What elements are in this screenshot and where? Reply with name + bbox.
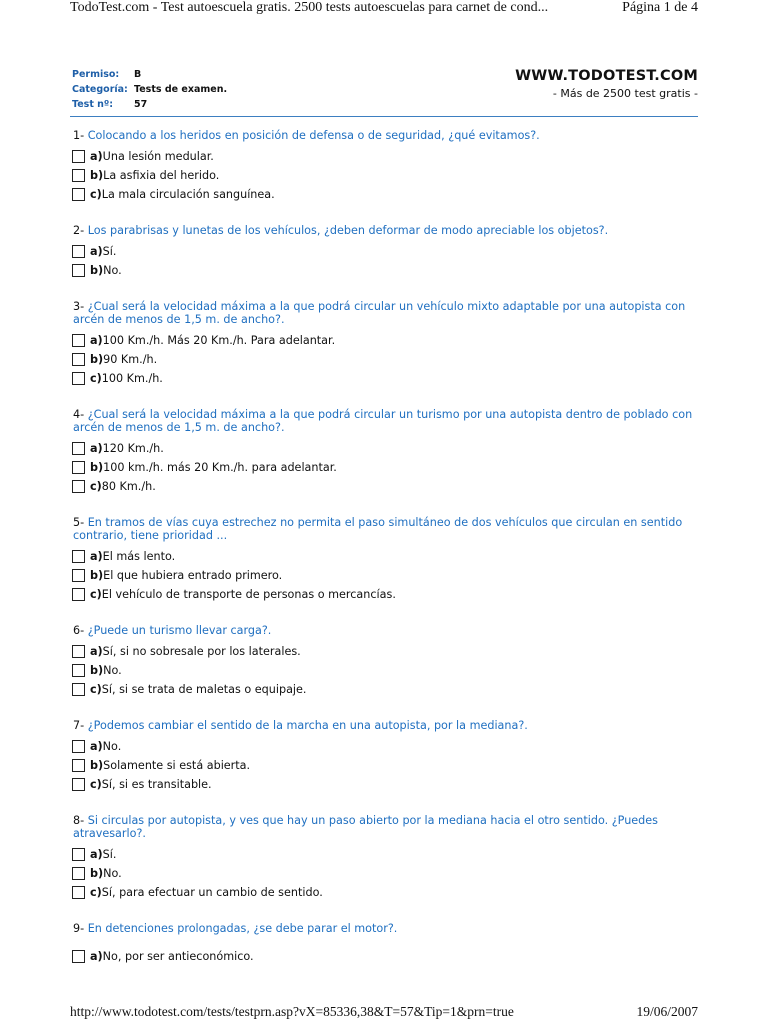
- meta-permiso-label: Permiso:: [72, 69, 120, 80]
- answer-text: No.: [103, 264, 122, 277]
- answer-text: Sí.: [102, 848, 117, 861]
- answer-checkbox[interactable]: [72, 353, 85, 366]
- meta-categoria-label: Categoría:: [72, 84, 128, 95]
- answer-letter: a): [90, 848, 103, 861]
- answer-checkbox[interactable]: [72, 759, 85, 772]
- question-number: 1-: [73, 129, 85, 142]
- question-7: [72, 719, 712, 794]
- question-text: [73, 224, 712, 237]
- answer-checkbox[interactable]: [72, 480, 85, 493]
- answer-option[interactable]: [72, 261, 712, 280]
- question-2: [72, 224, 712, 280]
- answer-option[interactable]: [72, 331, 712, 350]
- question-text: [73, 624, 712, 637]
- answer-option[interactable]: [72, 439, 712, 458]
- answer-letter: a): [90, 950, 103, 963]
- question-text: [73, 922, 712, 935]
- answer-text: Solamente si está abierta.: [103, 759, 251, 772]
- answer-letter: b): [90, 569, 104, 582]
- answer-option[interactable]: [72, 680, 712, 699]
- answer-letter: b): [90, 353, 104, 366]
- question-number: 6-: [73, 624, 85, 637]
- question-text: [73, 300, 712, 326]
- answer-option[interactable]: [72, 642, 712, 661]
- answer-checkbox[interactable]: [72, 188, 85, 201]
- meta-categoria-value: Tests de examen.: [134, 84, 228, 95]
- answer-option[interactable]: [72, 147, 712, 166]
- print-header-page: Página 1 de 4: [622, 0, 698, 15]
- question-body: En tramos de vías cuya estrechez no permita el paso simultáneo de dos vehículos que circulan en sentido contrario, tiene prioridad ...: [73, 516, 683, 542]
- answer-checkbox[interactable]: [72, 264, 85, 277]
- question-text: [73, 408, 712, 434]
- answer-option[interactable]: [72, 369, 712, 388]
- answer-checkbox[interactable]: [72, 245, 85, 258]
- answer-text: 100 km./h. más 20 Km./h. para adelantar.: [103, 461, 337, 474]
- answer-option[interactable]: [72, 566, 712, 585]
- answer-option[interactable]: [72, 864, 712, 883]
- question-4: [72, 408, 712, 496]
- question-number: 5-: [73, 516, 85, 529]
- answer-text: El vehículo de transporte de personas o mercancías.: [101, 588, 396, 601]
- answer-letter: a): [90, 550, 103, 563]
- answer-option[interactable]: [72, 477, 712, 496]
- print-header: [70, 0, 698, 18]
- answer-text: El más lento.: [102, 550, 176, 563]
- answer-checkbox[interactable]: [72, 588, 85, 601]
- answer-letter: b): [90, 759, 104, 772]
- header-divider: [70, 116, 698, 117]
- answer-option[interactable]: [72, 883, 712, 902]
- answer-option[interactable]: [72, 756, 712, 775]
- answer-letter: a): [90, 442, 103, 455]
- answer-checkbox[interactable]: [72, 169, 85, 182]
- brand-name: WWW.TODOTEST.COM: [515, 68, 698, 84]
- print-footer-url: http://www.todotest.com/tests/testprn.asp?vX=85336,38&T=57&Tip=1&prn=true: [70, 1004, 514, 1019]
- answer-text: No, por ser antieconómico.: [102, 950, 254, 963]
- answer-letter: b): [90, 264, 104, 277]
- answer-letter: a): [90, 334, 103, 347]
- answer-letter: c): [90, 480, 102, 493]
- answer-letter: a): [90, 645, 103, 658]
- answer-checkbox[interactable]: [72, 150, 85, 163]
- question-body: En detenciones prolongadas, ¿se debe parar el motor?.: [87, 922, 398, 935]
- answer-text: No.: [103, 664, 122, 677]
- question-list: [72, 129, 712, 986]
- answer-option[interactable]: [72, 737, 712, 756]
- question-body: Los parabrisas y lunetas de los vehículos, ¿deben deformar de modo apreciable los objetos?.: [87, 224, 609, 237]
- answer-text: Sí, para efectuar un cambio de sentido.: [101, 886, 323, 899]
- meta-categoria: [72, 82, 227, 97]
- answer-checkbox[interactable]: [72, 372, 85, 385]
- answer-text: Sí, si no sobresale por los laterales.: [102, 645, 301, 658]
- answer-option[interactable]: [72, 242, 712, 261]
- answer-text: No.: [103, 867, 122, 880]
- answer-letter: a): [90, 245, 103, 258]
- brand: [515, 68, 698, 100]
- question-body: ¿Puede un turismo llevar carga?.: [87, 624, 272, 637]
- question-body: ¿Cual será la velocidad máxima a la que podrá circular un vehículo mixto adaptable por una autopista con arcén de menos de 1,5 m. de ancho?.: [73, 300, 686, 326]
- answer-checkbox[interactable]: [72, 886, 85, 899]
- question-number: 8-: [73, 814, 85, 827]
- answer-option[interactable]: [72, 458, 712, 477]
- answer-option[interactable]: [72, 166, 712, 185]
- answer-letter: b): [90, 664, 104, 677]
- answer-checkbox[interactable]: [72, 550, 85, 563]
- question-number: 4-: [73, 408, 85, 421]
- answer-checkbox[interactable]: [72, 664, 85, 677]
- question-9: [72, 922, 712, 966]
- answer-text: El que hubiera entrado primero.: [103, 569, 283, 582]
- answer-checkbox[interactable]: [72, 461, 85, 474]
- print-footer-date: 19/06/2007: [636, 1004, 698, 1019]
- meta-test-label: Test nº:: [72, 99, 114, 110]
- answer-letter: a): [90, 150, 103, 163]
- answer-text: 100 Km./h.: [101, 372, 163, 385]
- answer-text: Una lesión medular.: [102, 150, 214, 163]
- answer-letter: c): [90, 778, 102, 791]
- question-number: 9-: [73, 922, 85, 935]
- question-8: [72, 814, 712, 902]
- meta-permiso: [72, 67, 227, 82]
- answer-text: Sí, si es transitable.: [101, 778, 212, 791]
- answer-option[interactable]: [72, 547, 712, 566]
- answer-letter: b): [90, 461, 104, 474]
- answer-letter: c): [90, 886, 102, 899]
- answer-text: Sí, si se trata de maletas o equipaje.: [101, 683, 307, 696]
- answer-letter: c): [90, 188, 102, 201]
- answer-letter: b): [90, 169, 104, 182]
- question-text: [73, 516, 712, 542]
- answer-text: No.: [102, 740, 122, 753]
- answer-letter: c): [90, 372, 102, 385]
- answer-option[interactable]: [72, 661, 712, 680]
- meta-test: [72, 97, 227, 112]
- answer-checkbox[interactable]: [72, 569, 85, 582]
- test-meta: [72, 67, 227, 112]
- brand-tagline: - Más de 2500 test gratis -: [552, 87, 698, 100]
- answer-checkbox[interactable]: [72, 950, 85, 963]
- answer-option[interactable]: [72, 350, 712, 369]
- answer-option[interactable]: [72, 185, 712, 204]
- question-text: [73, 129, 712, 142]
- question-5: [72, 516, 712, 604]
- answer-text: 90 Km./h.: [103, 353, 158, 366]
- answer-text: La asfixia del herido.: [103, 169, 220, 182]
- answer-letter: c): [90, 588, 102, 601]
- answer-text: 120 Km./h.: [102, 442, 164, 455]
- answer-checkbox[interactable]: [72, 683, 85, 696]
- question-number: 3-: [73, 300, 85, 313]
- answer-checkbox[interactable]: [72, 334, 85, 347]
- answer-letter: b): [90, 867, 104, 880]
- question-number: 2-: [73, 224, 85, 237]
- answer-letter: c): [90, 683, 102, 696]
- answer-checkbox[interactable]: [72, 848, 85, 861]
- question-text: [73, 814, 712, 840]
- answer-checkbox[interactable]: [72, 740, 85, 753]
- answer-checkbox[interactable]: [72, 442, 85, 455]
- question-body: Colocando a los heridos en posición de defensa o de seguridad, ¿qué evitamos?.: [87, 129, 540, 142]
- question-3: [72, 300, 712, 388]
- answer-text: La mala circulación sanguínea.: [101, 188, 275, 201]
- answer-option[interactable]: [72, 585, 712, 604]
- question-body: ¿Podemos cambiar el sentido de la marcha en una autopista, por la mediana?.: [87, 719, 528, 732]
- answer-text: Sí.: [102, 245, 117, 258]
- question-1: [72, 129, 712, 204]
- answer-text: 80 Km./h.: [101, 480, 156, 493]
- question-body: Si circulas por autopista, y ves que hay un paso abierto por la mediana hacia el otro sentido. ¿Puedes atravesarlo?.: [73, 814, 658, 840]
- question-number: 7-: [73, 719, 85, 732]
- question-body: ¿Cual será la velocidad máxima a la que podrá circular un turismo por una autopista dentro de poblado con arcén de menos de 1,5 m. de ancho?.: [73, 408, 693, 434]
- answer-option[interactable]: [72, 845, 712, 864]
- answer-checkbox[interactable]: [72, 778, 85, 791]
- answer-text: 100 Km./h. Más 20 Km./h. Para adelantar.: [102, 334, 336, 347]
- answer-checkbox[interactable]: [72, 867, 85, 880]
- answer-checkbox[interactable]: [72, 645, 85, 658]
- answer-option[interactable]: [72, 947, 712, 966]
- answer-option[interactable]: [72, 775, 712, 794]
- print-footer: [70, 1004, 698, 1022]
- meta-permiso-value: B: [134, 69, 142, 80]
- question-text: [73, 719, 712, 732]
- answer-letter: a): [90, 740, 103, 753]
- print-header-title: TodoTest.com - Test autoescuela gratis. 2500 tests autoescuelas para carnet de cond...: [70, 0, 549, 15]
- question-6: [72, 624, 712, 699]
- meta-test-value: 57: [134, 99, 148, 110]
